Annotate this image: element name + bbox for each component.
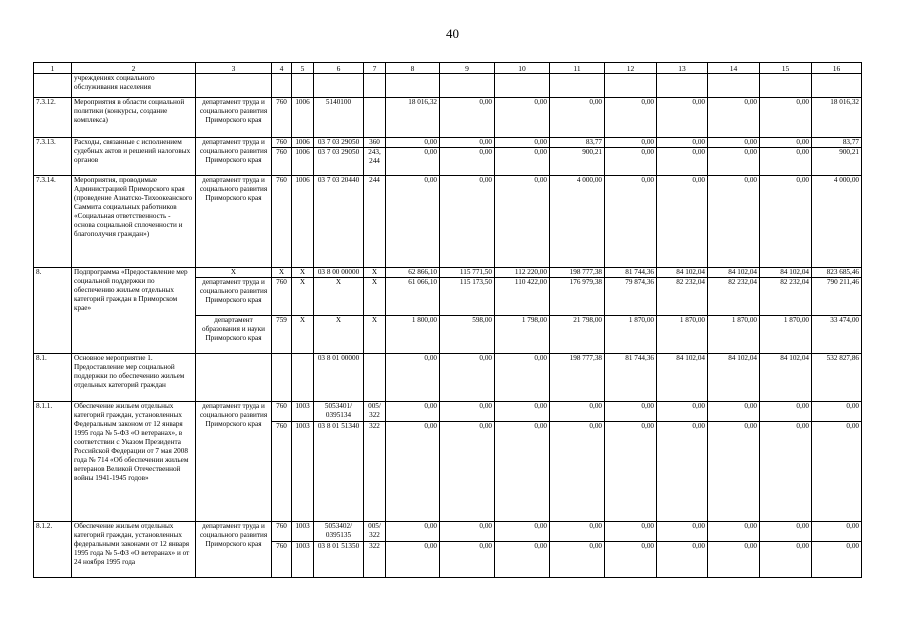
table-cell: 0,00 [495,354,550,402]
table-cell: 83,77 [550,138,605,148]
table-cell: 7.3.14. [34,176,72,268]
table-cell: 84 102,04 [708,268,760,278]
table-cell: 1006 [292,98,314,138]
table-cell: учреждениях социального обслуживания населения [72,74,196,98]
table-cell: 79 874,36 [605,278,657,316]
table-cell: департамент труда и социального развития Приморского края [196,138,272,176]
table-cell: 5053402/ 0395135 [314,522,364,542]
table-cell: Расходы, связанные с исполнением судебных актов и решений налоговых органов [72,138,196,176]
table-cell: 760 [272,422,292,522]
table-cell [495,74,550,98]
table-cell: 8. [34,268,72,354]
table-cell: 005/ 322 [364,402,386,422]
table-cell: 0,00 [440,422,495,522]
table-cell: 8.1.2. [34,522,72,578]
table-cell: 0,00 [495,402,550,422]
table-cell: 760 [272,138,292,148]
table-cell: 0,00 [495,138,550,148]
table-cell: 759 [272,316,292,354]
table-cell: 21 798,00 [550,316,605,354]
table-cell: 823 685,46 [812,268,862,278]
table-cell: 0,00 [495,422,550,522]
table-cell: 243, 244 [364,148,386,176]
table-cell: 1006 [292,176,314,268]
table-cell [196,354,272,402]
table-cell [386,74,440,98]
table-cell: 1006 [292,138,314,148]
table-cell: 1 798,00 [495,316,550,354]
table-cell: департамент труда и социального развития Приморского края [196,98,272,138]
table-cell: 4 000,00 [550,176,605,268]
table-cell: Х [292,268,314,278]
table-cell: 0,00 [386,522,440,542]
table-cell [440,74,495,98]
table-cell: 0,00 [440,522,495,542]
table-cell: 0,00 [760,98,812,138]
table-cell: 81 744,36 [605,268,657,278]
table-cell: 84 102,04 [657,268,708,278]
table-row [34,522,862,542]
table-cell: 0,00 [605,98,657,138]
table-cell: 360 [364,138,386,148]
table-cell: 0,00 [657,98,708,138]
table-cell: 03 8 01 51340 [314,422,364,522]
table-cell: 8.1. [34,354,72,402]
table-cell: 0,00 [657,138,708,148]
table-row [34,74,862,98]
header-cell: 2 [72,63,196,74]
table-cell: 62 866,10 [386,268,440,278]
table-cell: 0,00 [386,148,440,176]
table-cell [812,74,862,98]
table-cell: 82 232,04 [657,278,708,316]
table-cell: 0,00 [386,542,440,578]
page-number: 40 [446,26,459,41]
table-cell: 900,21 [812,148,862,176]
table-cell: 0,00 [495,176,550,268]
table-cell: 0,00 [760,148,812,176]
table-cell: 0,00 [708,148,760,176]
table-row [34,402,862,422]
table-cell: 110 422,00 [495,278,550,316]
table-cell: Мероприятия в области социальной политики (конкурсы, создание комплекса) [72,98,196,138]
table-cell: 82 232,04 [760,278,812,316]
table-cell: Мероприятия, проводимые Администрацией Приморского края (проведение Азиатско-Тихоокеанского Саммита социальных работников «Социальная ответственность - основа социальной сплоченности и благополучия граждан») [72,176,196,268]
table-cell: 0,00 [605,522,657,542]
table-cell [292,74,314,98]
table-cell: Х [364,316,386,354]
table-cell: 5140100 [314,98,364,138]
table-cell: 760 [272,522,292,542]
table-cell: 532 827,86 [812,354,862,402]
table-cell: 0,00 [386,422,440,522]
table-cell: 1003 [292,402,314,422]
table-cell: Х [272,268,292,278]
table-row [34,354,862,402]
table-cell: 0,00 [760,402,812,422]
table-cell: 1 870,00 [657,316,708,354]
table-cell: Х [196,268,272,278]
header-cell: 3 [196,63,272,74]
table-cell: 0,00 [760,542,812,578]
table-cell: 760 [272,278,292,316]
table-cell: 0,00 [657,402,708,422]
table-cell: 03 8 00 00000 [314,268,364,278]
table-cell: 0,00 [812,542,862,578]
table-cell [364,98,386,138]
table-cell: 0,00 [708,402,760,422]
table-cell: 0,00 [812,422,862,522]
table-cell: 0,00 [708,542,760,578]
table-cell: департамент труда и социального развития Приморского края [196,402,272,522]
table-cell: 0,00 [657,148,708,176]
table-cell: 1003 [292,542,314,578]
table-cell: 7.3.13. [34,138,72,176]
table-row [34,138,862,148]
table-cell: Основное мероприятие 1. Предоставление мер социальной поддержки по обеспечению жильем отдельных категорий граждан [72,354,196,402]
table-cell: 760 [272,176,292,268]
table-cell: Х [314,316,364,354]
table-cell [292,354,314,402]
table-cell [550,74,605,98]
table-cell: Обеспечение жильем отдельных категорий граждан, установленных Федеральным законом от 12 января 1995 года № 5-ФЗ «О ветеранах», в соответствии с Указом Президента Российской Федерации от 7 мая 2008 года № 714 «Об обеспечении жильем ветеранов Великой Отечественной войны 1941-1945 годов» [72,402,196,522]
header-cell: 5 [292,63,314,74]
table-cell: 0,00 [550,422,605,522]
header-cell: 14 [708,63,760,74]
table-cell: департамент труда и социального развития Приморского края [196,522,272,578]
table-cell: 1 870,00 [708,316,760,354]
table-cell: 0,00 [708,98,760,138]
header-cell: 12 [605,63,657,74]
table-cell: 1 870,00 [760,316,812,354]
table-cell [364,74,386,98]
table-cell: 0,00 [605,422,657,522]
table-cell: 0,00 [495,98,550,138]
table-cell [34,74,72,98]
table-header-row [34,63,862,74]
table-cell: 1006 [292,148,314,176]
table-cell: 0,00 [605,542,657,578]
table-cell [314,74,364,98]
header-cell: 10 [495,63,550,74]
table-cell: 0,00 [605,148,657,176]
budget-table [33,62,862,578]
table-cell: 03 7 03 29050 [314,138,364,148]
table-cell: 0,00 [440,402,495,422]
header-cell: 15 [760,63,812,74]
table-cell [364,354,386,402]
table-cell: 84 102,04 [657,354,708,402]
table-cell: 760 [272,98,292,138]
table-cell: 760 [272,148,292,176]
table-cell: 0,00 [440,98,495,138]
table-cell: 03 7 03 29050 [314,148,364,176]
table-cell: 0,00 [386,138,440,148]
header-cell: 8 [386,63,440,74]
table-cell: 0,00 [812,522,862,542]
table-cell: 0,00 [760,176,812,268]
table-cell: 1003 [292,422,314,522]
header-cell: 16 [812,63,862,74]
table-cell [760,74,812,98]
header-cell: 1 [34,63,72,74]
table-cell: 0,00 [760,138,812,148]
table-cell: 0,00 [550,98,605,138]
table-cell: 5053401/ 0395134 [314,402,364,422]
table-cell: 005/ 322 [364,522,386,542]
table-cell: 82 232,04 [708,278,760,316]
table-row [34,176,862,268]
table-cell: 198 777,38 [550,268,605,278]
table-cell: 1 800,00 [386,316,440,354]
table-cell: 115 173,50 [440,278,495,316]
table-cell: 112 220,00 [495,268,550,278]
table-cell [605,74,657,98]
table-cell [196,74,272,98]
table-cell: 760 [272,402,292,422]
header-cell: 13 [657,63,708,74]
table-cell: 0,00 [605,176,657,268]
table-cell: 0,00 [386,176,440,268]
table-cell: Подпрограмма «Предоставление мер социальной поддержки по обеспечению жильем отдельных категорий граждан в Приморском крае» [72,268,196,354]
table-cell: 0,00 [657,176,708,268]
table-cell [657,74,708,98]
table-cell: 176 979,38 [550,278,605,316]
table-cell: 0,00 [657,522,708,542]
table-cell: 115 771,50 [440,268,495,278]
table-cell: 84 102,04 [760,268,812,278]
table-cell: 0,00 [657,542,708,578]
table-cell: 0,00 [708,522,760,542]
table-cell: 0,00 [440,176,495,268]
header-cell: 6 [314,63,364,74]
table-cell: 18 016,32 [812,98,862,138]
table-cell: Х [364,268,386,278]
header-cell: 9 [440,63,495,74]
table-row [34,98,862,138]
table-cell: 0,00 [495,542,550,578]
table-cell: Х [292,278,314,316]
header-cell: 4 [272,63,292,74]
table-cell: 0,00 [605,402,657,422]
table-cell: 8.1.1. [34,402,72,522]
table-cell: 1003 [292,522,314,542]
table-cell: 0,00 [550,522,605,542]
table-cell: 0,00 [760,422,812,522]
table-cell: 244 [364,176,386,268]
table-cell: 760 [272,542,292,578]
table-cell: 0,00 [708,138,760,148]
table-cell: 03 8 01 00000 [314,354,364,402]
table-cell: 03 7 03 20440 [314,176,364,268]
table-cell: 790 211,46 [812,278,862,316]
table-cell: Х [364,278,386,316]
table-cell: 0,00 [812,402,862,422]
table-cell: 03 8 01 51350 [314,542,364,578]
table-cell: департамент труда и социального развития Приморского края [196,278,272,316]
table-cell: 0,00 [550,542,605,578]
table-cell: Обеспечение жильем отдельных категорий граждан, установленных федеральными законами от 12 января 1995 года № 5-ФЗ «О ветеранах» и от 24 ноября 1995 года [72,522,196,578]
table-cell: 0,00 [708,422,760,522]
header-cell: 7 [364,63,386,74]
table-cell: департамент образования и науки Приморского края [196,316,272,354]
table-cell: 322 [364,422,386,522]
table-cell [272,354,292,402]
table-cell [272,74,292,98]
table-row [34,268,862,278]
table-cell: 0,00 [495,148,550,176]
table-cell: 0,00 [657,422,708,522]
table-cell: 61 066,10 [386,278,440,316]
header-cell: 11 [550,63,605,74]
table-cell: 4 000,00 [812,176,862,268]
table-cell: 0,00 [760,522,812,542]
table-cell: 83,77 [812,138,862,148]
table-cell: 0,00 [440,354,495,402]
table-cell: 0,00 [440,138,495,148]
table-cell: 0,00 [495,522,550,542]
table-cell: 84 102,04 [708,354,760,402]
table-cell: 322 [364,542,386,578]
table-cell: 0,00 [386,354,440,402]
table-cell: 0,00 [440,542,495,578]
table-cell: Х [292,316,314,354]
table-cell: 0,00 [440,148,495,176]
table-cell: 900,21 [550,148,605,176]
table-cell: 18 016,32 [386,98,440,138]
table-cell [708,74,760,98]
table-cell: департамент труда и социального развития Приморского края [196,176,272,268]
table-cell: 1 870,00 [605,316,657,354]
table-cell: 0,00 [550,402,605,422]
table-cell: 7.3.12. [34,98,72,138]
table-cell: 198 777,38 [550,354,605,402]
table-cell: 33 474,00 [812,316,862,354]
table-cell: 598,00 [440,316,495,354]
table-cell: 0,00 [605,138,657,148]
table-cell: 84 102,04 [760,354,812,402]
table-cell: Х [314,278,364,316]
table-cell: 81 744,36 [605,354,657,402]
table-cell: 0,00 [708,176,760,268]
table-cell: 0,00 [386,402,440,422]
